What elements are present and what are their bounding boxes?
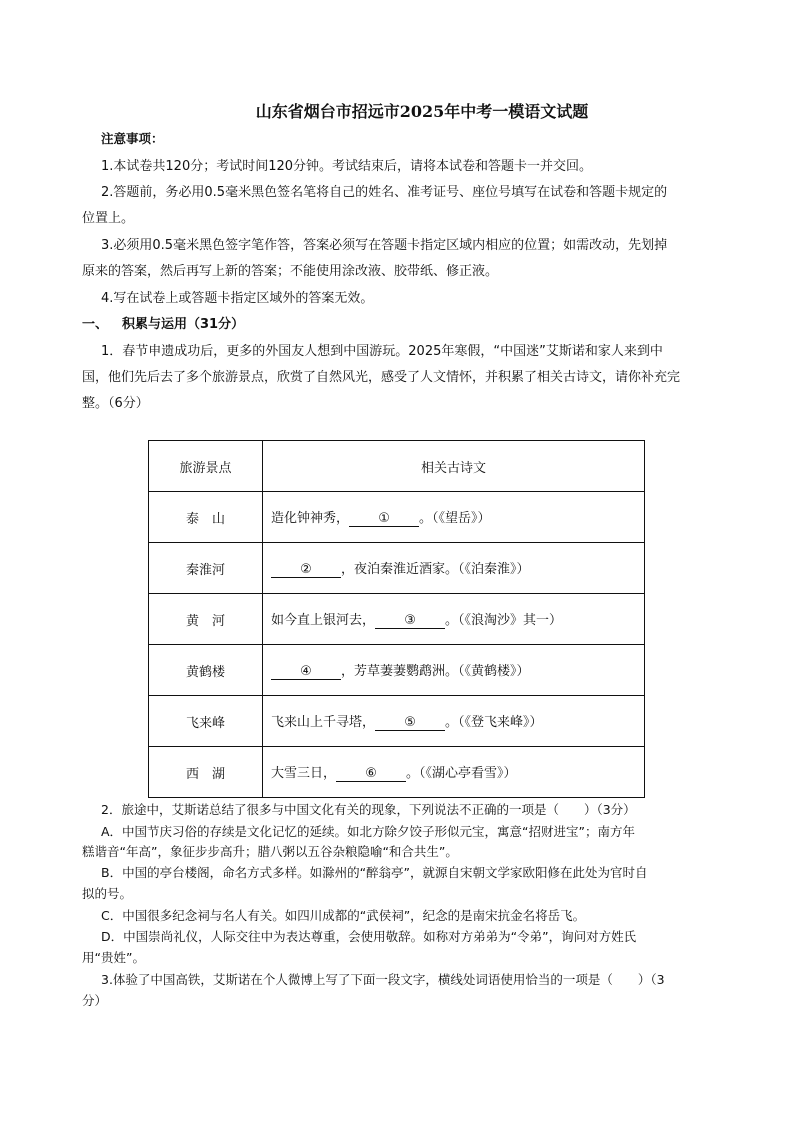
notice-heading: 注意事项： xyxy=(101,131,164,146)
poem-cell xyxy=(263,747,645,798)
question-2-option: B．中国的亭台楼阁，命名方式多样。如滁州的“醉翁亭”，就源自宋朝文学家欧阳修在此处为官时自 xyxy=(101,865,648,880)
poem-cell xyxy=(263,645,645,696)
table-row xyxy=(149,543,645,594)
place-cell: 黄鹤楼 xyxy=(149,645,263,696)
answer-blank[interactable]: ⑤ xyxy=(375,716,445,731)
poem-cell xyxy=(263,594,645,645)
poem-text: ，夜泊秦淮近酒家。（《泊秦淮》） xyxy=(341,562,530,577)
notice-item: 4.写在试卷上或答题卡指定区域外的答案无效。 xyxy=(101,291,374,306)
table-row xyxy=(149,747,645,798)
header-poem: 相关古诗文 xyxy=(263,441,645,492)
exam-title: 山东省烟台市招远市2025年中考一模语文试题 xyxy=(255,102,589,121)
question-2-stem: 2．旅途中，艾斯诺总结了很多与中国文化有关的现象，下列说法不正确的一项是（ ）（3分） xyxy=(101,802,636,817)
answer-blank[interactable]: ⑥ xyxy=(336,767,406,782)
question-1-line: 整。（6分） xyxy=(82,396,149,411)
question-1-line: 1．春节申遗成功后，更多的外国友人想到中国游玩。2025年寒假，“中国迷”艾斯诺和家人来到中 xyxy=(101,344,663,359)
poem-text: 。（《浪淘沙》其一） xyxy=(445,613,563,628)
poem-text: 大雪三日， xyxy=(271,766,337,781)
poem-text: 。（《湖心亭看雪》） xyxy=(406,766,517,781)
poem-text: 如今直上银河去， xyxy=(271,613,376,628)
notice-item: 3.必须用0.5毫米黑色签字笔作答，答案必须写在答题卡指定区域内相应的位置；如需改动，先划掉 xyxy=(101,238,668,253)
question-1-line: 国，他们先后去了多个旅游景点，欣赏了自然风光，感受了人文情怀，并积累了相关古诗文，请你补充完 xyxy=(82,370,681,385)
table-row xyxy=(149,492,645,543)
question-2-option: D．中国崇尚礼仪，人际交往中为表达尊重，会使用敬辞。如称对方弟弟为“令弟”，询问对方姓氏 xyxy=(101,929,637,944)
place-cell: 秦淮河 xyxy=(149,543,263,594)
section-number: 一、 xyxy=(82,317,109,332)
poem-text: 造化钟神秀， xyxy=(271,511,350,526)
table-row xyxy=(149,696,645,747)
question-2-option: 糕谐音“年高”，象征步步高升；腊八粥以五谷杂粮隐喻“和合共生”。 xyxy=(82,844,458,859)
answer-blank[interactable]: ④ xyxy=(271,665,341,680)
question-2-option: A．中国节庆习俗的存续是文化记忆的延续。如北方除夕饺子形似元宝，寓意“招财进宝”；南方年 xyxy=(101,824,636,839)
answer-blank[interactable]: ① xyxy=(349,512,419,527)
place-cell: 飞来峰 xyxy=(149,696,263,747)
place-cell: 西 湖 xyxy=(149,747,263,798)
table-header-row xyxy=(149,441,645,492)
question-2-option: C．中国很多纪念祠与名人有关。如四川成都的“武侯祠”，纪念的是南宋抗金名将岳飞。 xyxy=(101,908,586,923)
header-place: 旅游景点 xyxy=(149,441,263,492)
question-2-option: 用“贵姓”。 xyxy=(82,950,145,965)
poem-table xyxy=(148,440,645,798)
table-row xyxy=(149,594,645,645)
poem-cell xyxy=(263,696,645,747)
place-cell: 黄 河 xyxy=(149,594,263,645)
answer-blank[interactable]: ③ xyxy=(375,614,445,629)
poem-text: 。（《登飞来峰》） xyxy=(445,715,543,730)
notice-item: 2.答题前，务必用0.5毫米黑色签名笔将自己的姓名、准考证号、座位号填写在试卷和答题卡规定的 xyxy=(101,185,668,200)
section-heading: 积累与运用（31分） xyxy=(122,317,245,332)
question-3-line: 分） xyxy=(82,993,108,1008)
notice-item: 1.本试卷共120分；考试时间120分钟。考试结束后，请将本试卷和答题卡一并交回。 xyxy=(101,159,593,174)
place-cell: 泰 山 xyxy=(149,492,263,543)
notice-item: 位置上。 xyxy=(82,211,135,226)
poem-text: 飞来山上千寻塔， xyxy=(271,715,376,730)
poem-text: 。（《望岳》） xyxy=(419,511,491,526)
poem-cell xyxy=(263,543,645,594)
question-3-line: 3.体验了中国高铁，艾斯诺在个人微博上写了下面一段文字，横线处词语使用恰当的一项是（ ）（3 xyxy=(101,972,665,987)
poem-text: ，芳草萋萋鹦鹉洲。（《黄鹤楼》） xyxy=(341,664,530,679)
table-row xyxy=(149,645,645,696)
answer-blank[interactable]: ② xyxy=(271,563,341,578)
notice-item: 原来的答案，然后再写上新的答案；不能使用涂改液、胶带纸、修正液。 xyxy=(82,264,499,279)
question-2-option: 拟的号。 xyxy=(82,886,133,901)
poem-cell xyxy=(263,492,645,543)
